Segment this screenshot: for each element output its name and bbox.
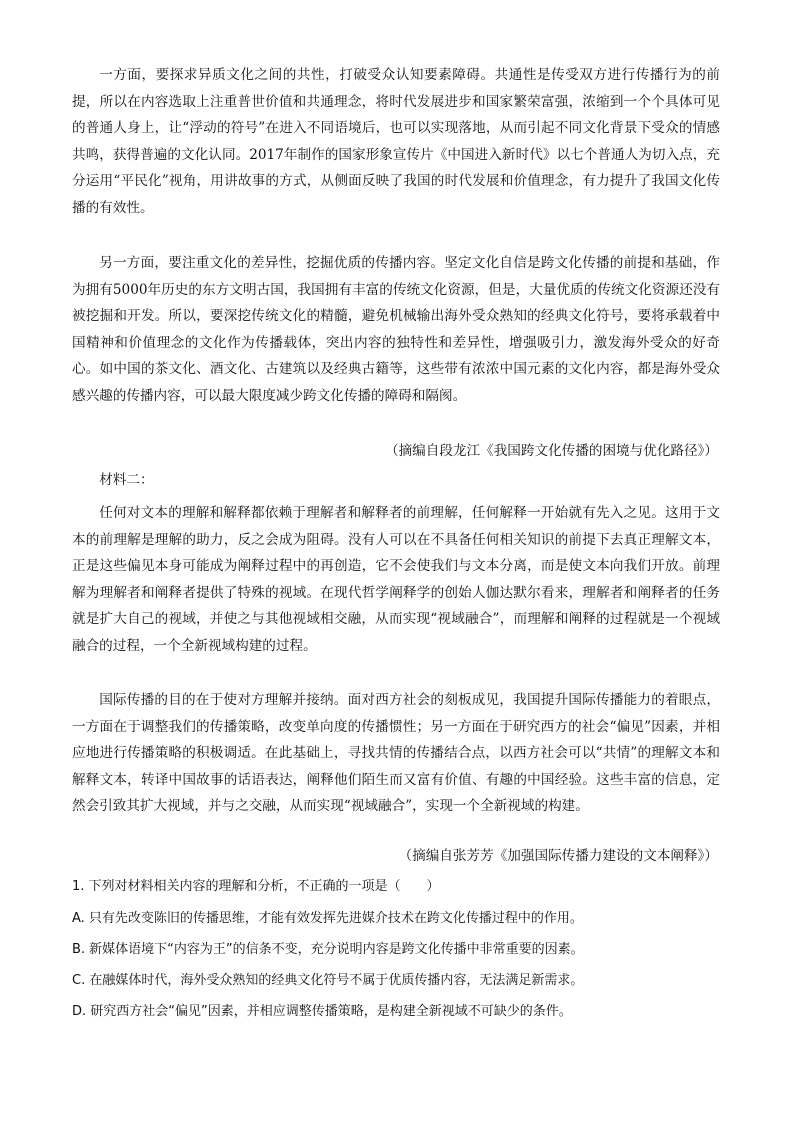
option-c: C. 在融媒体时代，海外受众熟知的经典文化符号不属于优质传播内容，无法满足新需求。 <box>72 973 584 988</box>
material1-paragraph-2: 另一方面，要注重文化的差异性，挖掘优质的传播内容。坚定文化自信是跨文化传播的前提和基础，作为拥有5000年历史的东方文明古国，我国拥有丰富的传统文化资源，但是，大量优质的传统文化资源还没有被挖掘和开发。所以，要深挖传统文化的精髓，避免机械输出海外受众熟知的经典文化符号，要将承载着中国精神和价值理念的文化作为传播载体，突出内容的独特性和差异性，增强吸引力，激发海外受众的好奇心。如中国的茶文化、酒文化、古建筑以及经典古籍等，这些带有浓浓中国元素的文化内容，都是海外受众感兴趣的传播内容，可以最大限度减少跨文化传播的障碍和隔阂。 <box>72 255 720 404</box>
material2-label: 材料二： <box>99 472 154 488</box>
question-stem: 1. 下列对材料相关内容的理解和分析，不正确的一项是（ ） <box>72 879 440 894</box>
material1-source: （摘编自段龙江《我国跨文化传播的困境与优化路径》） <box>384 443 718 459</box>
option-b: B. 新媒体语境下“内容为王”的信条不变，充分说明内容是跨文化传播中非常重要的因素。 <box>72 942 584 957</box>
option-a: A. 只有先改变陈旧的传播思维，才能有效发挥先进媒介技术在跨文化传播过程中的作用。 <box>72 911 583 926</box>
material2-source: （摘编自张芳芳《加强国际传播力建设的文本阐释》） <box>398 848 718 864</box>
material2-paragraph-2: 国际传播的目的在于使对方理解并接纳。面对西方社会的刻板成见，我国提升国际传播能力的着眼点，一方面在于调整我们的传播策略，改变单向度的传播惯性；另一方面在于研究西方的社会“偏见”因素，并相应地进行传播策略的积极调适。在此基础上，寻找共情的传播结合点，以西方社会可以“共情”的理解文本和解释文本，转译中国故事的话语表达，阐释他们陌生而又富有价值、有趣的中国经验。这些丰富的信息，定然会引致其扩大视域，并与之交融，从而实现“视域融合”，实现一个全新视域的构建。 <box>72 692 720 814</box>
option-d: D. 研究西方社会“偏见”因素，并相应调整传播策略，是构建全新视域不可缺少的条件。 <box>72 1004 572 1019</box>
material1-paragraph-1: 一方面，要探求异质文化之间的共性，打破受众认知要素障碍。共通性是传受双方进行传播行为的前提，所以在内容选取上注重普世价值和共通理念，将时代发展进步和国家繁荣富强，浓缩到一个个具体可见的普通人身上，让“浮动的符号”在进入不同语境后，也可以实现落地，从而引起不同文化背景下受众的情感共鸣，获得普遍的文化认同。2017年制作的国家形象宣传片《中国进入新时代》以七个普通人为切入点，充分运用“平民化”视角，用讲故事的方式，从侧面反映了我国的时代发展和价值理念，有力提升了我国文化传播的有效性。 <box>72 67 720 216</box>
material2-paragraph-1: 任何对文本的理解和解释都依赖于理解者和解释者的前理解，任何解释一开始就有先入之见。这用于文本的前理解是理解的助力，反之会成为阻碍。没有人可以在不具备任何相关知识的前提下去真正理解文本，正是这些偏见本身可能成为阐释过程中的再创造，它不会使我们与文本分离，而是使文本向我们开放。前理解为理解者和阐释者提供了特殊的视域。在现代哲学阐释学的创始人伽达默尔看来，理解者和阐释者的任务就是扩大自己的视域，并使之与其他视域相交融，从而实现“视域融合”，而理解和阐释的过程就是一个视域融合的过程，一个全新视域构建的过程。 <box>72 505 720 654</box>
